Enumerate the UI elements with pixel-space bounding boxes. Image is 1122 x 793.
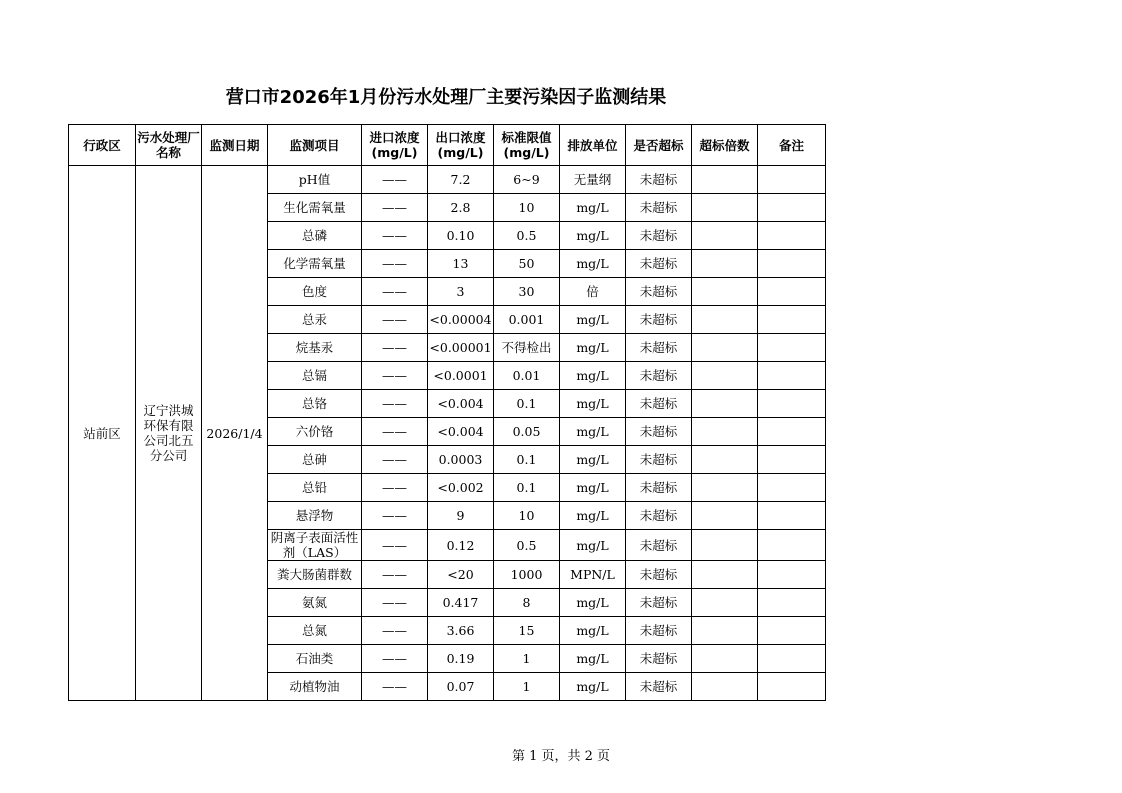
- date-cell: 2026/1/4: [202, 166, 268, 701]
- cell-limit: 1: [494, 673, 560, 701]
- cell-limit: 6~9: [494, 166, 560, 194]
- cell-remark: [758, 306, 826, 334]
- cell-remark: [758, 446, 826, 474]
- cell-item: 总砷: [268, 446, 362, 474]
- cell-limit: 50: [494, 250, 560, 278]
- district-cell: 站前区: [69, 166, 136, 701]
- cell-unit: mg/L: [560, 334, 626, 362]
- header-item: 监测项目: [268, 125, 362, 166]
- cell-exceed: 未超标: [626, 334, 692, 362]
- monitoring-results-table: [68, 124, 826, 701]
- cell-inlet: ——: [362, 250, 428, 278]
- cell-unit: mg/L: [560, 645, 626, 673]
- cell-unit: mg/L: [560, 222, 626, 250]
- cell-limit: 0.1: [494, 446, 560, 474]
- cell-multiple: [692, 446, 758, 474]
- cell-inlet: ——: [362, 418, 428, 446]
- cell-limit: 1: [494, 645, 560, 673]
- cell-exceed: 未超标: [626, 474, 692, 502]
- cell-outlet: <0.004: [428, 418, 494, 446]
- cell-item: 烷基汞: [268, 334, 362, 362]
- cell-item: 动植物油: [268, 673, 362, 701]
- cell-remark: [758, 589, 826, 617]
- cell-outlet: <0.004: [428, 390, 494, 418]
- cell-inlet: ——: [362, 194, 428, 222]
- cell-item: 色度: [268, 278, 362, 306]
- cell-inlet: ——: [362, 390, 428, 418]
- cell-remark: [758, 617, 826, 645]
- cell-limit: 1000: [494, 561, 560, 589]
- cell-multiple: [692, 589, 758, 617]
- cell-item: 六价铬: [268, 418, 362, 446]
- cell-remark: [758, 278, 826, 306]
- cell-inlet: ——: [362, 446, 428, 474]
- cell-inlet: ——: [362, 673, 428, 701]
- cell-unit: mg/L: [560, 673, 626, 701]
- cell-inlet: ——: [362, 645, 428, 673]
- cell-unit: mg/L: [560, 194, 626, 222]
- page-title: 营口市2026年1月份污水处理厂主要污染因子监测结果: [225, 87, 667, 108]
- cell-unit: mg/L: [560, 530, 626, 561]
- cell-outlet: 0.10: [428, 222, 494, 250]
- cell-limit: 8: [494, 589, 560, 617]
- cell-multiple: [692, 250, 758, 278]
- cell-exceed: 未超标: [626, 673, 692, 701]
- cell-limit: 0.001: [494, 306, 560, 334]
- cell-multiple: [692, 673, 758, 701]
- cell-exceed: 未超标: [626, 306, 692, 334]
- cell-item: 总镉: [268, 362, 362, 390]
- cell-outlet: 3.66: [428, 617, 494, 645]
- header-unit: 排放单位: [560, 125, 626, 166]
- cell-unit: mg/L: [560, 250, 626, 278]
- cell-item: 阴离子表面活性剂（LAS）: [268, 530, 362, 561]
- cell-exceed: 未超标: [626, 502, 692, 530]
- table-row: [69, 166, 826, 194]
- cell-outlet: 3: [428, 278, 494, 306]
- cell-remark: [758, 645, 826, 673]
- cell-exceed: 未超标: [626, 589, 692, 617]
- page-footer: 第 1 页，共 2 页: [511, 749, 611, 764]
- cell-inlet: ——: [362, 306, 428, 334]
- cell-item: 总汞: [268, 306, 362, 334]
- cell-item: 粪大肠菌群数: [268, 561, 362, 589]
- header-multiple: 超标倍数: [692, 125, 758, 166]
- cell-unit: mg/L: [560, 589, 626, 617]
- cell-limit: 0.1: [494, 474, 560, 502]
- cell-remark: [758, 673, 826, 701]
- cell-remark: [758, 194, 826, 222]
- cell-multiple: [692, 306, 758, 334]
- cell-outlet: <0.0001: [428, 362, 494, 390]
- cell-exceed: 未超标: [626, 362, 692, 390]
- cell-limit: 30: [494, 278, 560, 306]
- cell-remark: [758, 250, 826, 278]
- cell-outlet: 0.19: [428, 645, 494, 673]
- cell-limit: 0.1: [494, 390, 560, 418]
- cell-unit: mg/L: [560, 446, 626, 474]
- cell-limit: 0.05: [494, 418, 560, 446]
- plant-name-cell: 辽宁洪城环保有限公司北五分公司: [136, 166, 202, 701]
- cell-exceed: 未超标: [626, 645, 692, 673]
- cell-exceed: 未超标: [626, 561, 692, 589]
- cell-limit: 0.5: [494, 530, 560, 561]
- cell-inlet: ——: [362, 474, 428, 502]
- cell-exceed: 未超标: [626, 617, 692, 645]
- cell-item: 石油类: [268, 645, 362, 673]
- cell-inlet: ——: [362, 362, 428, 390]
- cell-remark: [758, 166, 826, 194]
- header-limit: 标准限值(mg/L): [494, 125, 560, 166]
- cell-inlet: ——: [362, 617, 428, 645]
- cell-multiple: [692, 561, 758, 589]
- cell-exceed: 未超标: [626, 390, 692, 418]
- cell-outlet: 0.12: [428, 530, 494, 561]
- cell-item: 悬浮物: [268, 502, 362, 530]
- cell-exceed: 未超标: [626, 278, 692, 306]
- table-body: [69, 166, 826, 701]
- cell-exceed: 未超标: [626, 446, 692, 474]
- cell-exceed: 未超标: [626, 194, 692, 222]
- cell-inlet: ——: [362, 530, 428, 561]
- cell-multiple: [692, 362, 758, 390]
- cell-unit: 无量纲: [560, 166, 626, 194]
- cell-multiple: [692, 278, 758, 306]
- cell-outlet: <0.00004: [428, 306, 494, 334]
- cell-inlet: ——: [362, 589, 428, 617]
- cell-outlet: 2.8: [428, 194, 494, 222]
- cell-remark: [758, 530, 826, 561]
- cell-exceed: 未超标: [626, 222, 692, 250]
- cell-multiple: [692, 530, 758, 561]
- cell-outlet: <0.002: [428, 474, 494, 502]
- cell-outlet: 7.2: [428, 166, 494, 194]
- cell-item: 氨氮: [268, 589, 362, 617]
- cell-limit: 不得检出: [494, 334, 560, 362]
- cell-multiple: [692, 334, 758, 362]
- cell-multiple: [692, 222, 758, 250]
- header-exceed: 是否超标: [626, 125, 692, 166]
- cell-limit: 10: [494, 502, 560, 530]
- cell-inlet: ——: [362, 561, 428, 589]
- cell-exceed: 未超标: [626, 530, 692, 561]
- cell-limit: 15: [494, 617, 560, 645]
- cell-multiple: [692, 645, 758, 673]
- header-inlet: 进口浓度(mg/L): [362, 125, 428, 166]
- cell-multiple: [692, 502, 758, 530]
- cell-multiple: [692, 418, 758, 446]
- cell-inlet: ——: [362, 502, 428, 530]
- cell-remark: [758, 334, 826, 362]
- cell-outlet: 9: [428, 502, 494, 530]
- cell-remark: [758, 474, 826, 502]
- cell-item: pH值: [268, 166, 362, 194]
- header-plant: 污水处理厂名称: [136, 125, 202, 166]
- cell-outlet: 0.07: [428, 673, 494, 701]
- cell-inlet: ——: [362, 334, 428, 362]
- cell-inlet: ——: [362, 222, 428, 250]
- cell-limit: 10: [494, 194, 560, 222]
- header-outlet: 出口浓度(mg/L): [428, 125, 494, 166]
- cell-exceed: 未超标: [626, 250, 692, 278]
- cell-inlet: ——: [362, 278, 428, 306]
- cell-multiple: [692, 390, 758, 418]
- cell-outlet: <0.00001: [428, 334, 494, 362]
- cell-multiple: [692, 194, 758, 222]
- cell-remark: [758, 502, 826, 530]
- cell-unit: mg/L: [560, 474, 626, 502]
- cell-unit: mg/L: [560, 418, 626, 446]
- cell-item: 总铅: [268, 474, 362, 502]
- cell-outlet: <20: [428, 561, 494, 589]
- cell-remark: [758, 561, 826, 589]
- cell-multiple: [692, 166, 758, 194]
- cell-unit: mg/L: [560, 362, 626, 390]
- cell-multiple: [692, 474, 758, 502]
- header-remark: 备注: [758, 125, 826, 166]
- cell-inlet: ——: [362, 166, 428, 194]
- cell-outlet: 0.417: [428, 589, 494, 617]
- cell-item: 生化需氧量: [268, 194, 362, 222]
- cell-remark: [758, 362, 826, 390]
- cell-unit: mg/L: [560, 390, 626, 418]
- header-date: 监测日期: [202, 125, 268, 166]
- cell-unit: 倍: [560, 278, 626, 306]
- cell-remark: [758, 222, 826, 250]
- cell-multiple: [692, 617, 758, 645]
- cell-outlet: 0.0003: [428, 446, 494, 474]
- cell-exceed: 未超标: [626, 418, 692, 446]
- cell-item: 总磷: [268, 222, 362, 250]
- cell-unit: mg/L: [560, 306, 626, 334]
- cell-unit: MPN/L: [560, 561, 626, 589]
- cell-remark: [758, 390, 826, 418]
- cell-unit: mg/L: [560, 617, 626, 645]
- cell-outlet: 13: [428, 250, 494, 278]
- header-district: 行政区: [69, 125, 136, 166]
- cell-limit: 0.01: [494, 362, 560, 390]
- cell-item: 总铬: [268, 390, 362, 418]
- cell-remark: [758, 418, 826, 446]
- cell-limit: 0.5: [494, 222, 560, 250]
- cell-unit: mg/L: [560, 502, 626, 530]
- cell-exceed: 未超标: [626, 166, 692, 194]
- cell-item: 总氮: [268, 617, 362, 645]
- cell-item: 化学需氧量: [268, 250, 362, 278]
- table-header-row: [69, 125, 826, 166]
